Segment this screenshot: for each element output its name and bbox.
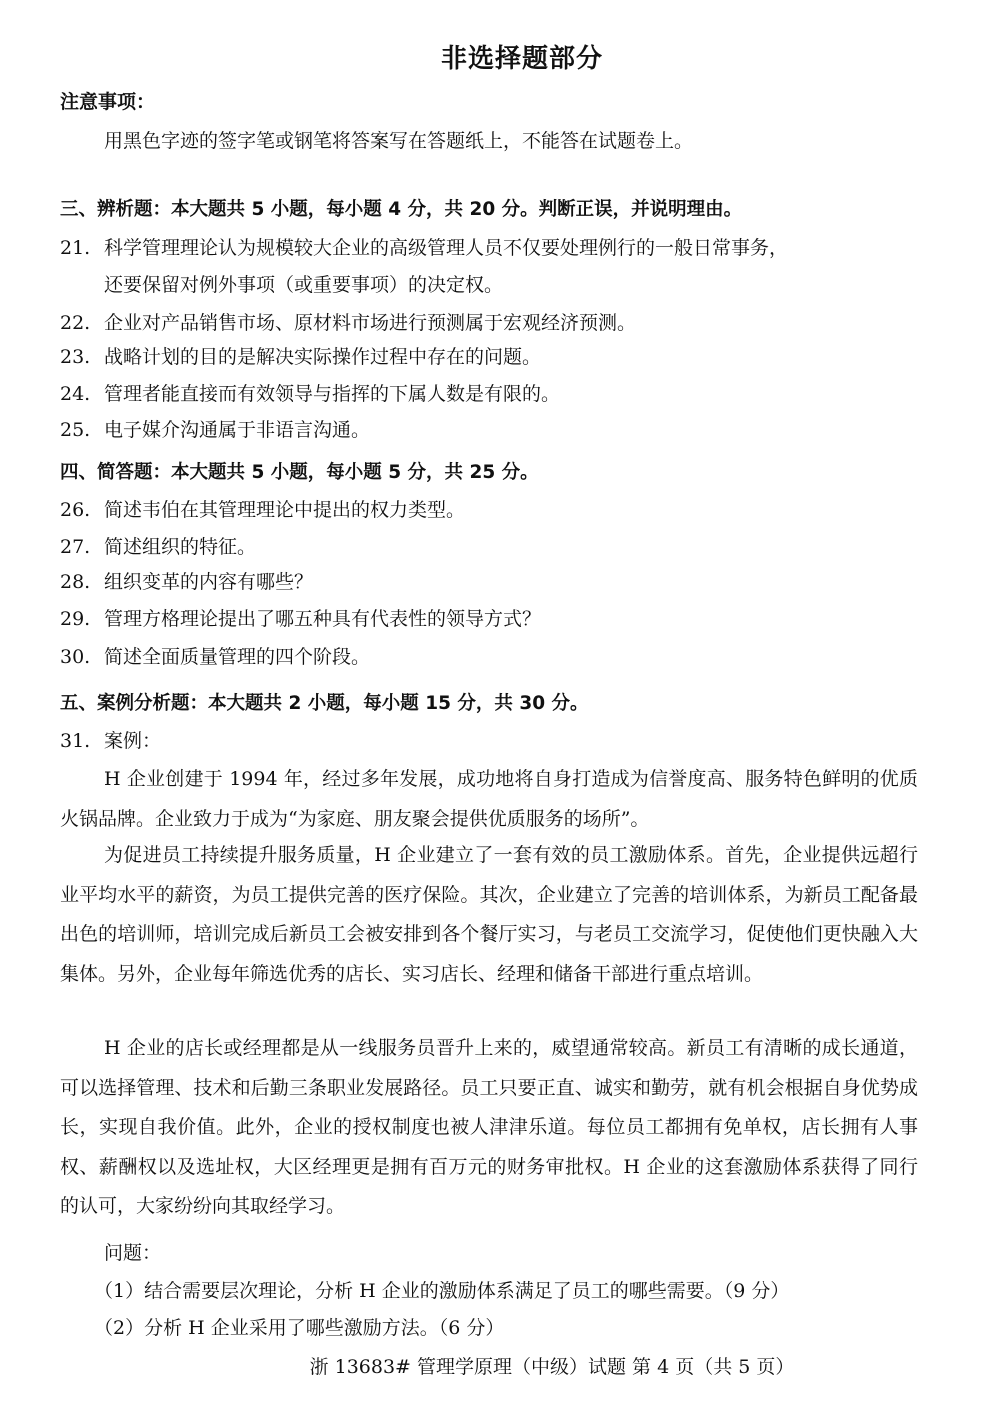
question-text: 管理者能直接而有效领导与指挥的下属人数是有限的。 <box>104 383 561 405</box>
question-number: 24. <box>60 383 91 405</box>
case-paragraph-2: 为促进员工持续提升服务质量，H 企业建立了一套有效的员工激励体系。首先，企业提供远超行业平均水平的薪资，为员工提供完善的医疗保险。其次，企业建立了完善的培训体系，为新员工配备最出色的培训师，培训完成后新员工会被安排到各个餐厅实习，与老员工交流学习，促使他们更快融入大集体。另外，企业每年筛选优秀的店长、实习店长、经理和储备干部进行重点培训。 <box>60 844 918 985</box>
question-21-continued: 还要保留对例外事项（或重要事项）的决定权。 <box>104 274 504 296</box>
question-text: 企业对产品销售市场、原材料市场进行预测属于宏观经济预测。 <box>104 312 637 334</box>
question-25 <box>60 418 370 442</box>
question-number: 29. <box>60 608 91 630</box>
page-footer: 浙 13683# 管理学原理（中级）试题 第 4 页（共 5 页） <box>309 1356 795 1378</box>
case-paragraph-1: H 企业创建于 1994 年，经过多年发展，成功地将自身打造成为信誉度高、服务特色鲜明的优质火锅品牌。企业致力于成为“为家庭、朋友聚会提供优质服务的场所”。 <box>60 768 918 830</box>
question-text: 简述组织的特征。 <box>104 536 257 558</box>
question-text: 科学管理理论认为规模较大企业的高级管理人员不仅要处理例行的一般日常事务， <box>104 237 789 259</box>
questions-label: 问题： <box>104 1242 162 1264</box>
question-23 <box>60 345 541 369</box>
question-29 <box>60 607 541 631</box>
sub-question-1: （1）结合需要层次理论，分析 H 企业的激励体系满足了员工的哪些需要。（9 分） <box>94 1280 790 1302</box>
question-text: 简述全面质量管理的四个阶段。 <box>104 646 371 668</box>
question-31 <box>60 729 161 753</box>
question-number: 21. <box>60 237 91 259</box>
question-text: 战略计划的目的是解决实际操作过程中存在的问题。 <box>104 346 542 368</box>
question-number: 26. <box>60 499 91 521</box>
question-number: 22. <box>60 312 91 334</box>
question-text: 管理方格理论提出了哪五种具有代表性的领导方式？ <box>104 608 542 630</box>
section-3-heading: 三、辨析题：本大题共 5 小题，每小题 4 分，共 20 分。判断正误，并说明理由。 <box>60 199 743 220</box>
section-4-heading: 四、简答题：本大题共 5 小题，每小题 5 分，共 25 分。 <box>60 462 539 483</box>
notice-text: 用黑色字迹的签字笔或钢笔将答案写在答题纸上，不能答在试题卷上。 <box>104 130 694 152</box>
question-28 <box>60 570 313 594</box>
question-number: 30. <box>60 646 91 668</box>
case-paragraph-3: H 企业的店长或经理都是从一线服务员晋升上来的，威望通常较高。新员工有清晰的成长通道，可以选择管理、技术和后勤三条职业发展路径。员工只要正直、诚实和勤劳，就有机会根据自身优势成长，实现自我价值。此外，企业的授权制度也被人津津乐道。每位员工都拥有免单权，店长拥有人事权、薪酬权以及选址权，大区经理更是拥有百万元的财务审批权。H 企业的这套激励体系获得了同行的认可，大家纷纷向其取经学习。 <box>60 1037 918 1217</box>
question-21 <box>60 236 788 260</box>
question-26 <box>60 498 465 522</box>
question-22 <box>60 311 636 335</box>
page-title: 非选择题部分 <box>440 44 603 74</box>
case-label: 案例： <box>104 730 162 752</box>
question-text: 组织变革的内容有哪些？ <box>104 571 314 593</box>
question-27 <box>60 535 256 559</box>
question-number: 27. <box>60 536 91 558</box>
question-number: 25. <box>60 419 91 441</box>
question-24 <box>60 382 560 406</box>
question-30 <box>60 645 370 669</box>
section-5-heading: 五、案例分析题：本大题共 2 小题，每小题 15 分，共 30 分。 <box>60 693 589 714</box>
question-number: 23. <box>60 346 91 368</box>
question-text: 简述韦伯在其管理理论中提出的权力类型。 <box>104 499 466 521</box>
question-number: 28. <box>60 571 91 593</box>
question-text: 电子媒介沟通属于非语言沟通。 <box>104 419 371 441</box>
sub-question-2: （2）分析 H 企业采用了哪些激励方法。（6 分） <box>94 1317 505 1339</box>
question-number: 31. <box>60 730 91 752</box>
notice-heading: 注意事项： <box>60 91 156 113</box>
